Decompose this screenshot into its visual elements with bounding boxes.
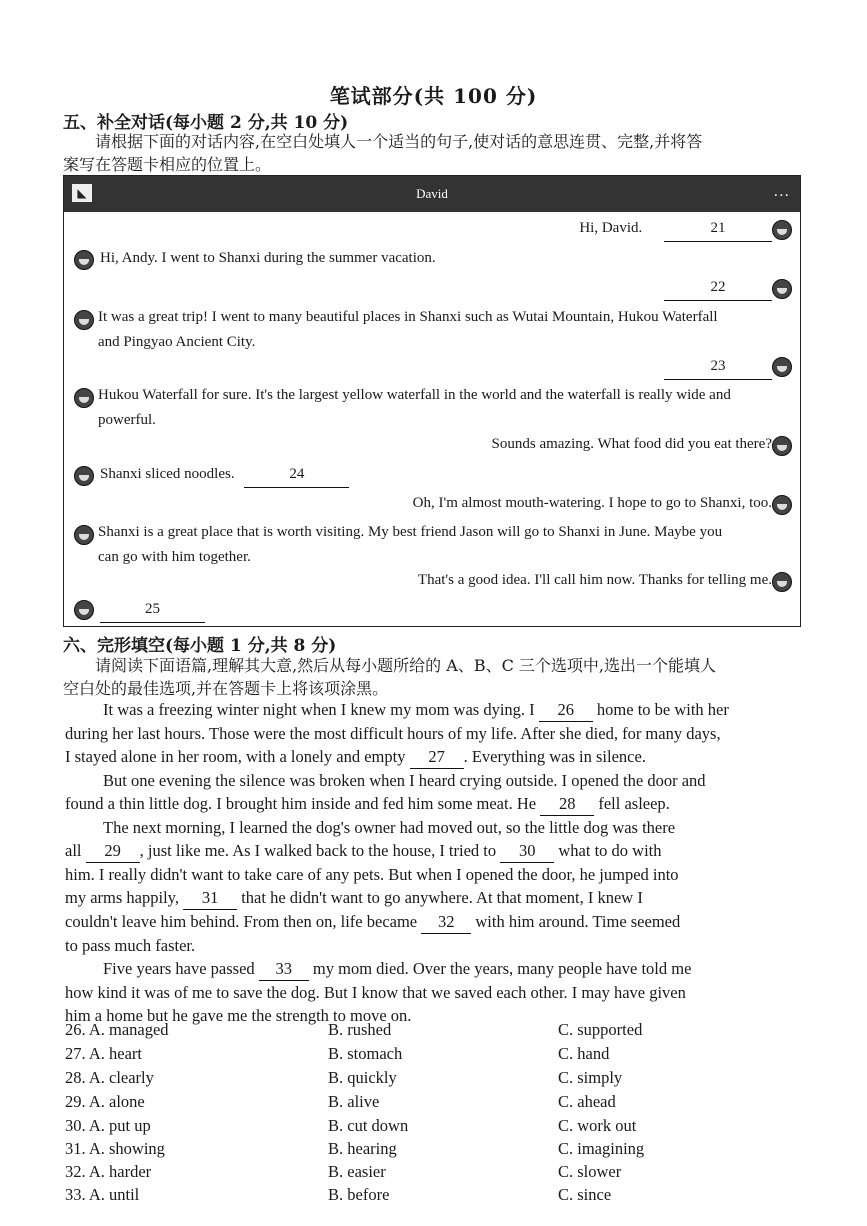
section5-heading: 五、补全对话(每小题 2 分,共 10 分) <box>63 113 349 133</box>
message-david-3 <box>664 354 772 380</box>
option-b: B. rushed <box>328 1020 392 1039</box>
blank-30: 30 <box>500 839 554 863</box>
message-david-4: Sounds amazing. What food did you eat there? <box>491 436 772 452</box>
chat-app-icon: ◣ <box>72 184 92 202</box>
option-a: 27. A. heart <box>65 1044 142 1063</box>
option-a: 26. A. managed <box>65 1020 169 1039</box>
option-b: B. stomach <box>328 1044 403 1063</box>
option-b: B. easier <box>328 1162 386 1181</box>
message-andy-4: Shanxi sliced noodles. 24 <box>100 462 349 488</box>
option-b: B. alive <box>328 1092 380 1111</box>
cloze-passage: It was a freezing winter night when I knew my mom was dying. I 26 home to be with her during her last hours. Those were the most difficult hours of my life. After she died, for many days, I stayed alone in her room, with a lonely and empty 27 . Everything was in silence. But one evening the silence was broken when I heard crying outside. I opened the door and found a thin little dog. I brought him inside and fed him some meat. He 28 fell asleep. The next morning, I learned the dog's owner had moved out, so the little dog was there all 29 , just like me. As I walked back to the house, I tried to 30 what to do with him. I really didn't want to take care of any pets. But when I opened the door, he jumped into my arms happily, 31 that he didn't want to go anywhere. At that moment, I knew I couldn't leave him behind. From then on, life became 32 with him around. Time seemed to pass much faster. Five years have passed 33 my mom died. Over the years, many people have told me how kind it was of me to save the dog. But I know that we saved each other. I may have given him a home but he gave me the strength to move on. <box>65 700 729 1025</box>
option-c: C. since <box>558 1185 612 1204</box>
option-c: C. work out <box>558 1116 637 1135</box>
blank-21: 21 <box>664 216 772 242</box>
blank-28: 28 <box>540 792 594 816</box>
section6-instruction-line1: 请阅读下面语篇,理解其大意,然后从每小题所给的 A、B、C 三个选项中,选出一个能填人 <box>95 656 716 675</box>
andy-avatar <box>74 310 94 330</box>
david-avatar <box>772 436 792 456</box>
david-avatar <box>772 572 792 592</box>
blank-26: 26 <box>539 698 593 722</box>
option-b: B. cut down <box>328 1116 409 1135</box>
blank-29: 29 <box>86 839 140 863</box>
message-david-5: Oh, I'm almost mouth-watering. I hope to go to Shanxi, too. <box>412 495 772 511</box>
blank-27: 27 <box>410 745 464 769</box>
message-david-1: Hi, David. 21 <box>579 216 772 242</box>
section5-instruction-line2: 案写在答题卡相应的位置上。 <box>63 155 272 174</box>
message-andy-6 <box>100 597 205 623</box>
message-andy-2: It was a great trip! I went to many beautiful places in Shanxi such as Wutai Mountain, Hukou Waterfall and Pingyao Ancient City. <box>98 309 718 350</box>
option-c: C. imagining <box>558 1139 645 1158</box>
option-a: 32. A. harder <box>65 1162 152 1181</box>
page-title: 笔试部分(共 100 分) <box>329 84 538 108</box>
andy-avatar <box>74 600 94 620</box>
message-andy-3: Hukou Waterfall for sure. It's the largest yellow waterfall in the world and the waterfall is really wide and powerful. <box>98 387 731 428</box>
option-a: 29. A. alone <box>65 1092 145 1111</box>
david-avatar <box>772 357 792 377</box>
section6-heading: 六、完形填空(每小题 1 分,共 8 分) <box>63 636 337 656</box>
option-a: 33. A. until <box>65 1185 140 1204</box>
david-avatar <box>772 495 792 515</box>
andy-avatar <box>74 525 94 545</box>
message-david-6: That's a good idea. I'll call him now. Thanks for telling me. <box>417 572 772 588</box>
andy-avatar <box>74 388 94 408</box>
section6-instruction-line2: 空白处的最佳选项,并在答题卡上将该项涂黑。 <box>63 679 389 698</box>
option-a: 30. A. put up <box>65 1116 151 1135</box>
andy-avatar <box>74 466 94 486</box>
andy-avatar <box>74 250 94 270</box>
blank-33: 33 <box>259 957 309 981</box>
message-andy-5: Shanxi is a great place that is worth visiting. My best friend Jason will go to Shanxi in June. Maybe you can go with him together. <box>98 524 723 565</box>
chat-title-bar <box>64 176 800 212</box>
option-a: 28. A. clearly <box>65 1068 154 1087</box>
blank-23: 23 <box>664 354 772 380</box>
option-c: C. simply <box>558 1068 623 1087</box>
chat-window-title: David <box>416 186 448 201</box>
option-a: 31. A. showing <box>65 1139 165 1158</box>
blank-22: 22 <box>664 275 772 301</box>
option-c: C. ahead <box>558 1092 616 1111</box>
david-avatar <box>772 220 792 240</box>
section5-instruction-line1: 请根据下面的对话内容,在空白处填人一个适当的句子,使对话的意思连贯、完整,并将答 <box>95 132 703 151</box>
option-c: C. supported <box>558 1020 643 1039</box>
blank-25: 25 <box>100 597 205 623</box>
option-b: B. hearing <box>328 1139 397 1158</box>
more-options-icon[interactable]: ... <box>773 184 790 200</box>
blank-31: 31 <box>183 886 237 910</box>
chat-window <box>63 175 801 627</box>
blank-24: 24 <box>244 462 349 488</box>
option-c: C. slower <box>558 1162 622 1181</box>
option-b: B. quickly <box>328 1068 397 1087</box>
message-andy-1: Hi, Andy. I went to Shanxi during the summer vacation. <box>100 250 436 266</box>
option-b: B. before <box>328 1185 390 1204</box>
message-david-2 <box>664 275 772 301</box>
option-c: C. hand <box>558 1044 610 1063</box>
blank-32: 32 <box>421 910 471 934</box>
david-avatar <box>772 279 792 299</box>
